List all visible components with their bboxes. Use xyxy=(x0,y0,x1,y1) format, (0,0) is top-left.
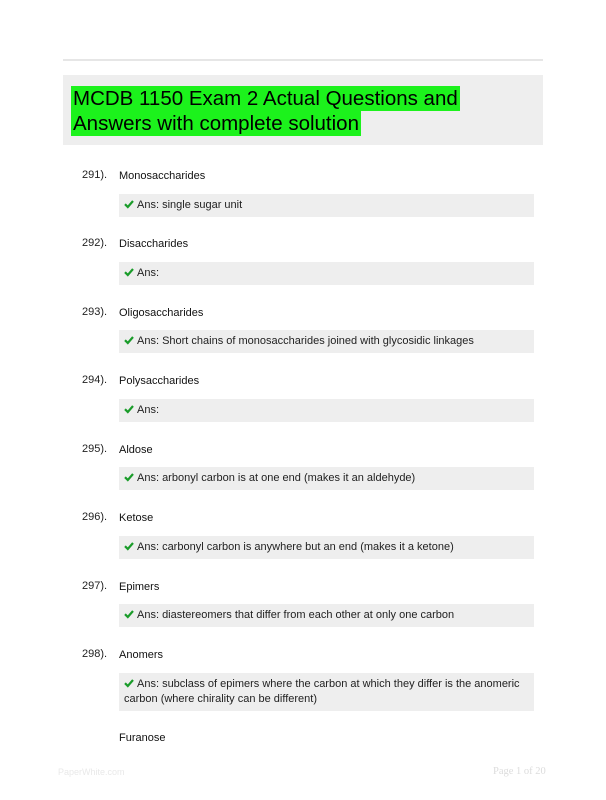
title-line-1: MCDB 1150 Exam 2 Actual Questions and xyxy=(73,87,458,110)
answer-box xyxy=(119,262,534,285)
check-icon xyxy=(124,335,134,345)
answer-text: Ans: Short chains of monosaccharides joined with glycosidic linkages xyxy=(137,335,474,347)
title-line-2: Answers with complete solution xyxy=(73,112,359,135)
answer-box xyxy=(119,604,534,627)
answer-box xyxy=(119,673,534,711)
answer-text: Ans: subclass of epimers where the carbon at which they differ is the anomeric carbon (where chirality can be different) xyxy=(124,678,520,705)
check-icon xyxy=(124,678,134,688)
question-number: 297). xyxy=(82,580,108,592)
question-term: Aldose xyxy=(119,444,153,456)
question-number: 295). xyxy=(82,443,108,455)
check-icon xyxy=(124,267,134,277)
answer-box xyxy=(119,330,534,353)
question-term: Furanose xyxy=(119,732,166,744)
page-number: Page 1 of 20 xyxy=(493,766,546,777)
question-term: Monosaccharides xyxy=(119,170,206,182)
question-number: 292). xyxy=(82,237,108,249)
answer-text: Ans: diastereomers that differ from each other at only one carbon xyxy=(137,609,455,621)
answer-text: Ans: arbonyl carbon is at one end (makes it an aldehyde) xyxy=(137,472,416,484)
answer-box xyxy=(119,194,534,217)
answer-text: Ans: single sugar unit xyxy=(137,199,243,211)
answer-text: Ans: xyxy=(137,267,160,279)
question-number: 291). xyxy=(82,169,108,181)
title-banner xyxy=(63,75,543,145)
footer-watermark: PaperWhite.com xyxy=(58,767,125,777)
question-number: 293). xyxy=(82,306,108,318)
check-icon xyxy=(124,609,134,619)
question-number: 294). xyxy=(82,374,108,386)
question-term: Anomers xyxy=(119,649,164,661)
check-icon xyxy=(124,541,134,551)
answer-box xyxy=(119,467,534,490)
question-term: Oligosaccharides xyxy=(119,307,204,319)
answer-box xyxy=(119,536,534,559)
check-icon xyxy=(124,472,134,482)
document-title xyxy=(71,86,460,136)
question-term: Polysaccharides xyxy=(119,375,200,387)
answer-text: Ans: xyxy=(137,404,160,416)
check-icon xyxy=(124,404,134,414)
question-term: Epimers xyxy=(119,581,160,593)
question-term: Ketose xyxy=(119,512,154,524)
question-number: 298). xyxy=(82,648,108,660)
answer-text: Ans: carbonyl carbon is anywhere but an end (makes it a ketone) xyxy=(137,541,454,553)
check-icon xyxy=(124,199,134,209)
top-divider xyxy=(63,59,543,61)
answer-box xyxy=(119,399,534,422)
question-number: 296). xyxy=(82,511,108,523)
question-term: Disaccharides xyxy=(119,238,189,250)
